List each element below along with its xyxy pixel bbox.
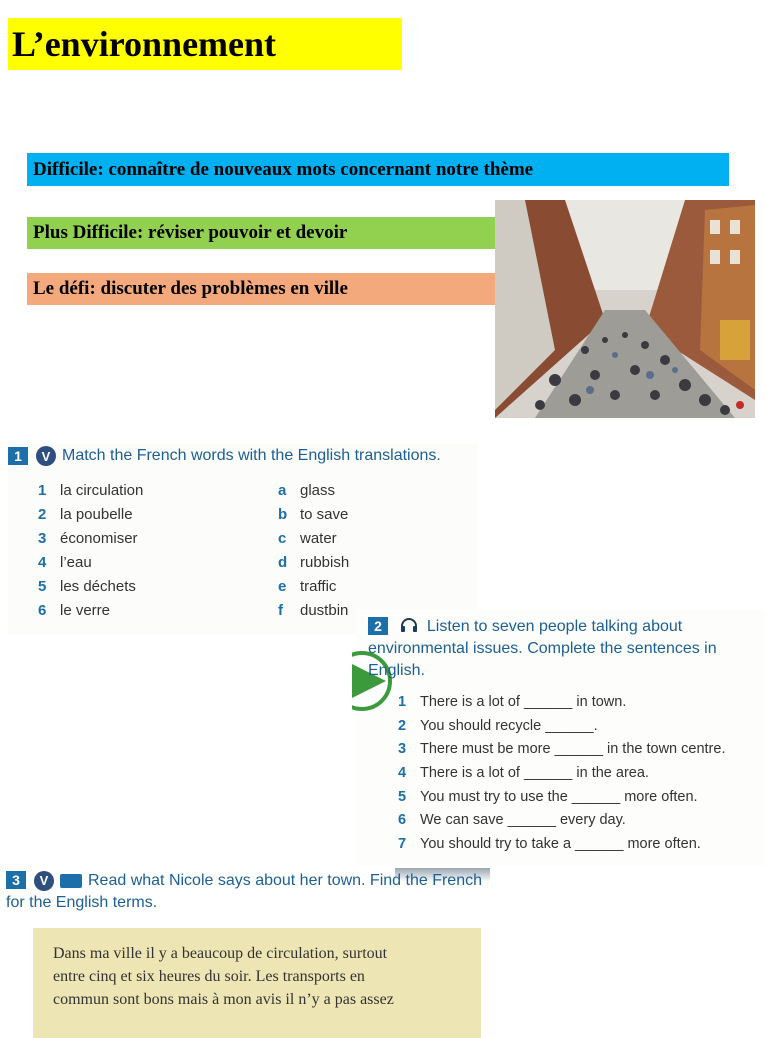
list-item: 5 les déchets <box>38 577 136 595</box>
exercise-2-header <box>368 616 763 682</box>
vocabulary-icon: V <box>34 871 54 891</box>
list-item: 6 We can save ______ every day. <box>398 812 626 829</box>
exercise-3 <box>0 866 490 1024</box>
exercise-1 <box>8 444 478 634</box>
list-item: 3 économiser <box>38 529 138 547</box>
exercise-number-badge: 2 <box>368 617 388 635</box>
list-item: 1 la circulation <box>38 481 144 499</box>
list-item: e traffic <box>278 577 337 595</box>
objective-difficile: Difficile: connaître de nouveaux mots concernant notre thème <box>27 153 729 186</box>
reading-book-icon <box>60 874 82 888</box>
page-title: L’environnement <box>12 24 277 64</box>
list-item: 4 l’eau <box>38 553 92 571</box>
english-word-list <box>278 478 349 622</box>
list-item: f dustbin <box>278 601 349 619</box>
list-item: 5 You must try to use the ______ more often. <box>398 788 698 805</box>
nicole-text-box <box>33 928 481 1038</box>
exercise-number-badge: 1 <box>8 447 28 465</box>
list-item: 3 There must be more ______ in the town centre. <box>398 741 726 758</box>
french-word-list <box>38 478 143 622</box>
text-line: entre cinq et six heures du soir. Les transports en <box>53 968 365 985</box>
text-line: commun sont bons mais à mon avis il n’y a pas assez <box>53 991 394 1008</box>
sentence-list <box>398 690 725 856</box>
list-item: 1 There is a lot of ______ in town. <box>398 693 627 710</box>
list-item: 4 There is a lot of ______ in the area. <box>398 764 649 781</box>
vocabulary-icon: V <box>36 446 56 466</box>
objective-defi: Le défi: discuter des problèmes en ville <box>27 273 497 305</box>
exercise-3-instruction: Read what Nicole says about her town. Find the French for the English terms. <box>6 872 482 911</box>
list-item: d rubbish <box>278 553 350 571</box>
list-item: c water <box>278 529 337 547</box>
list-item: 2 la poubelle <box>38 505 133 523</box>
objective-plus-difficile: Plus Difficile: réviser pouvoir et devoir <box>27 217 497 249</box>
crowded-street-image <box>495 200 755 418</box>
list-item: a glass <box>278 481 336 499</box>
headphones-icon <box>400 617 418 633</box>
street-photo <box>495 200 755 418</box>
exercise-1-instruction: Match the French words with the English translations. <box>62 447 441 464</box>
exercise-3-header <box>6 870 490 914</box>
text-line: Dans ma ville il y a beaucoup de circulation, surtout <box>53 945 388 962</box>
exercise-2-instruction: Listen to seven people talking about environmental issues. Complete the sentences in English. <box>368 618 717 679</box>
exercise-number-badge: 3 <box>6 871 26 889</box>
exercise-1-header <box>8 446 478 466</box>
exercise-2 <box>356 610 764 866</box>
list-item: 2 You should recycle ______. <box>398 717 598 734</box>
title-banner <box>8 18 402 70</box>
list-item: 6 le verre <box>38 601 111 619</box>
list-item: b to save <box>278 505 349 523</box>
list-item: 7 You should try to take a ______ more often. <box>398 835 701 852</box>
